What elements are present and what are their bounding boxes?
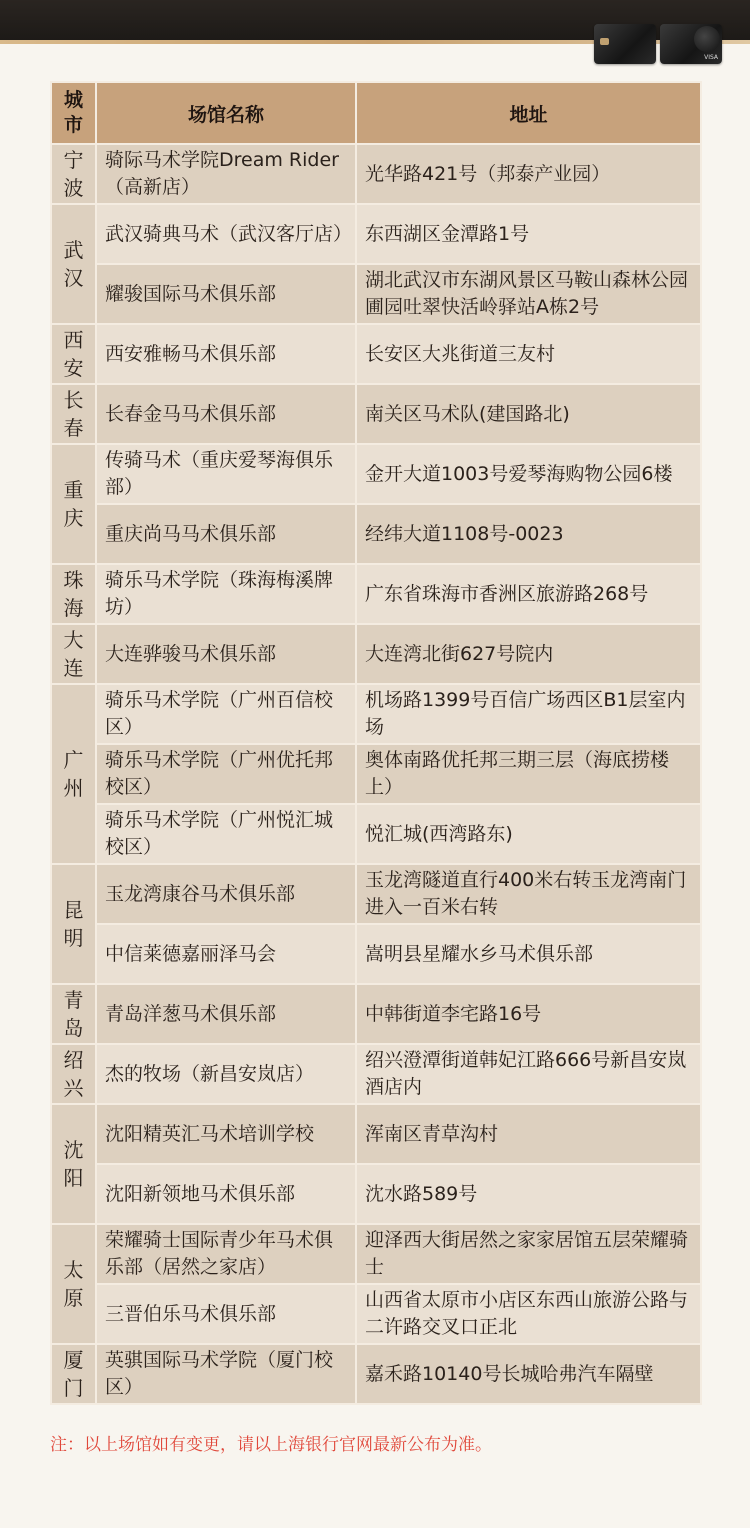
- table-row: [51, 324, 701, 384]
- city-cell: 大连: [51, 624, 96, 684]
- address-cell: 湖北武汉市东湖风景区马鞍山森林公园圃园吐翠快活岭驿站A栋2号: [356, 264, 701, 324]
- table-row: [51, 264, 701, 324]
- venue-name-cell: 骑际马术学院Dream Rider（高新店）: [96, 144, 356, 204]
- venue-name-cell: 武汉骑典马术（武汉客厅店）: [96, 204, 356, 264]
- city-cell: 青岛: [51, 984, 96, 1044]
- city-cell: 武汉: [51, 204, 96, 324]
- venue-name-cell: 中信莱德嘉丽泽马会: [96, 924, 356, 984]
- bank-card-image: [594, 24, 656, 64]
- city-cell: 长春: [51, 384, 96, 444]
- table-row: [51, 1164, 701, 1224]
- city-cell: 重庆: [51, 444, 96, 564]
- venue-table: [50, 81, 702, 1405]
- address-cell: 悦汇城(西湾路东): [356, 804, 701, 864]
- header-venue: 场馆名称: [96, 82, 356, 144]
- city-cell: 西安: [51, 324, 96, 384]
- venue-name-cell: 英骐国际马术学院（厦门校区）: [96, 1344, 356, 1404]
- bank-card-image-visa: [660, 24, 722, 64]
- address-cell: 绍兴澄潭街道韩妃江路666号新昌安岚酒店内: [356, 1044, 701, 1104]
- address-cell: 东西湖区金潭路1号: [356, 204, 701, 264]
- venue-name-cell: 耀骏国际马术俱乐部: [96, 264, 356, 324]
- table-row: [51, 1344, 701, 1404]
- table-row: [51, 1044, 701, 1104]
- table-row: [51, 1284, 701, 1344]
- table-row: [51, 804, 701, 864]
- city-cell: 绍兴: [51, 1044, 96, 1104]
- venue-name-cell: 重庆尚马马术俱乐部: [96, 504, 356, 564]
- bank-card-images: [594, 24, 722, 64]
- address-cell: 嵩明县星耀水乡马术俱乐部: [356, 924, 701, 984]
- address-cell: 玉龙湾隧道直行400米右转玉龙湾南门进入一百米右转: [356, 864, 701, 924]
- address-cell: 长安区大兆街道三友村: [356, 324, 701, 384]
- venue-name-cell: 骑乐马术学院（珠海梅溪牌坊）: [96, 564, 356, 624]
- city-cell: 沈阳: [51, 1104, 96, 1224]
- table-row: [51, 504, 701, 564]
- table-row: [51, 684, 701, 744]
- table-row: [51, 204, 701, 264]
- header-city: 城市: [51, 82, 96, 144]
- address-cell: 机场路1399号百信广场西区B1层室内场: [356, 684, 701, 744]
- table-row: [51, 384, 701, 444]
- address-cell: 中韩街道李宅路16号: [356, 984, 701, 1044]
- table-row: [51, 744, 701, 804]
- table-row: [51, 144, 701, 204]
- table-row: [51, 624, 701, 684]
- address-cell: 南关区马术队(建国路北): [356, 384, 701, 444]
- header-address: 地址: [356, 82, 701, 144]
- venue-name-cell: 西安雅畅马术俱乐部: [96, 324, 356, 384]
- venue-name-cell: 三晋伯乐马术俱乐部: [96, 1284, 356, 1344]
- city-cell: 珠海: [51, 564, 96, 624]
- venue-name-cell: 沈阳精英汇马术培训学校: [96, 1104, 356, 1164]
- venue-name-cell: 骑乐马术学院（广州百信校区）: [96, 684, 356, 744]
- venue-name-cell: 长春金马马术俱乐部: [96, 384, 356, 444]
- address-cell: 大连湾北街627号院内: [356, 624, 701, 684]
- address-cell: 奥体南路优托邦三期三层（海底捞楼上）: [356, 744, 701, 804]
- address-cell: 沈水路589号: [356, 1164, 701, 1224]
- address-cell: 嘉禾路10140号长城哈弗汽车隔壁: [356, 1344, 701, 1404]
- venue-name-cell: 沈阳新领地马术俱乐部: [96, 1164, 356, 1224]
- address-cell: 经纬大道1108号-0023: [356, 504, 701, 564]
- venue-name-cell: 传骑马术（重庆爱琴海俱乐部）: [96, 444, 356, 504]
- table-row: [51, 984, 701, 1044]
- table-row: [51, 564, 701, 624]
- city-cell: 厦门: [51, 1344, 96, 1404]
- venue-name-cell: 玉龙湾康谷马术俱乐部: [96, 864, 356, 924]
- venue-name-cell: 大连骅骏马术俱乐部: [96, 624, 356, 684]
- table-row: [51, 1224, 701, 1284]
- footnote: 注：以上场馆如有变更，请以上海银行官网最新公布为准。: [50, 1435, 492, 1455]
- venue-name-cell: 青岛洋葱马术俱乐部: [96, 984, 356, 1044]
- address-cell: 山西省太原市小店区东西山旅游公路与二许路交叉口正北: [356, 1284, 701, 1344]
- table-header-row: [51, 82, 701, 144]
- address-cell: 广东省珠海市香洲区旅游路268号: [356, 564, 701, 624]
- address-cell: 迎泽西大街居然之家家居馆五层荣耀骑士: [356, 1224, 701, 1284]
- city-cell: 昆明: [51, 864, 96, 984]
- venue-name-cell: 骑乐马术学院（广州优托邦校区）: [96, 744, 356, 804]
- venue-table-container: [50, 81, 700, 1405]
- city-cell: 太原: [51, 1224, 96, 1344]
- city-cell: 广州: [51, 684, 96, 864]
- venue-name-cell: 骑乐马术学院（广州悦汇城校区）: [96, 804, 356, 864]
- address-cell: 浑南区青草沟村: [356, 1104, 701, 1164]
- venue-name-cell: 荣耀骑士国际青少年马术俱乐部（居然之家店）: [96, 1224, 356, 1284]
- table-row: [51, 924, 701, 984]
- table-row: [51, 444, 701, 504]
- address-cell: 光华路421号（邦泰产业园）: [356, 144, 701, 204]
- card-network-label: VISA: [704, 54, 718, 61]
- venue-name-cell: 杰的牧场（新昌安岚店）: [96, 1044, 356, 1104]
- address-cell: 金开大道1003号爱琴海购物公园6楼: [356, 444, 701, 504]
- table-row: [51, 864, 701, 924]
- city-cell: 宁波: [51, 144, 96, 204]
- table-row: [51, 1104, 701, 1164]
